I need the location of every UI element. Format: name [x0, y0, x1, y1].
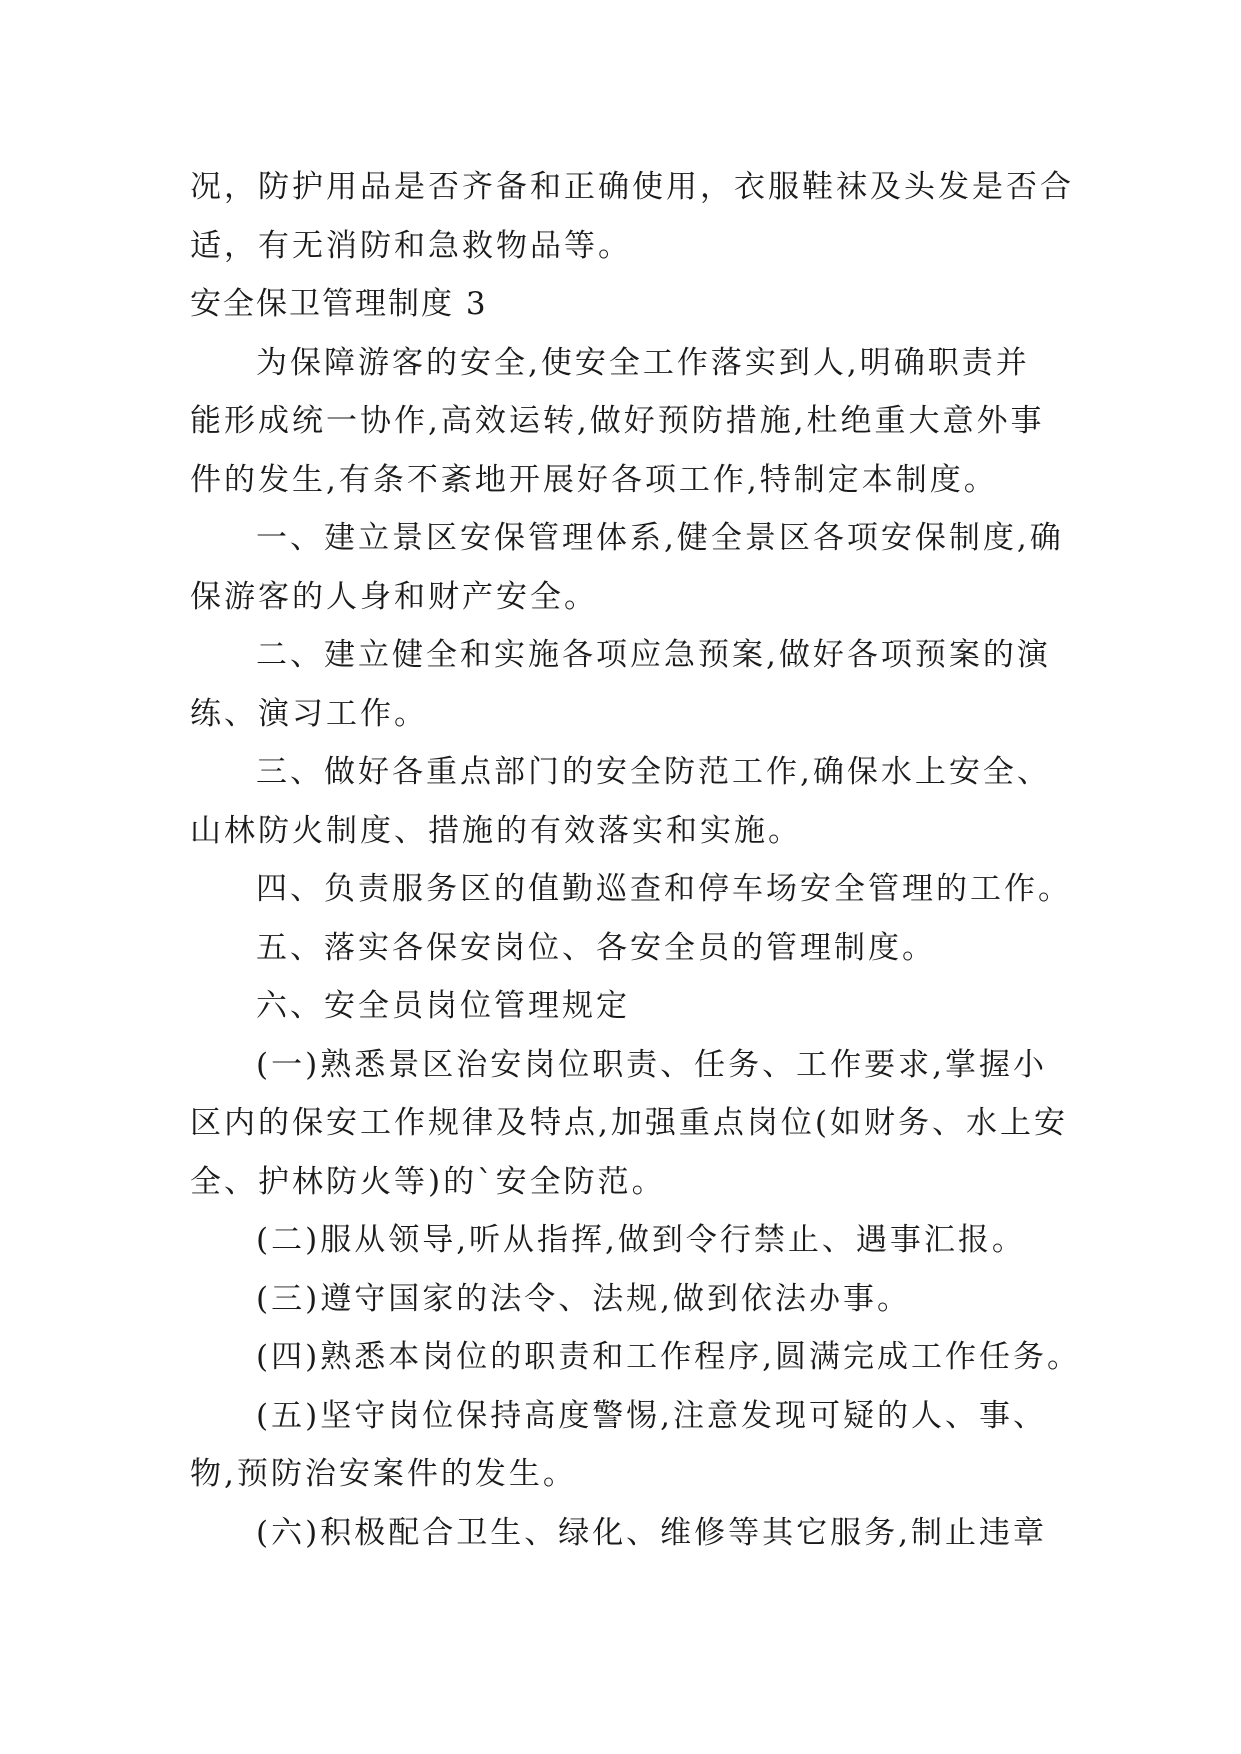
paragraph-first-line: 五、落实各保安岗位、各安全员的管理制度。	[256, 929, 936, 966]
paragraph-first-line: (五)坚守岗位保持高度警惕,注意发现可疑的人、事、	[256, 1397, 1048, 1434]
text-line: 保游客的人身和财产安全。	[190, 578, 598, 615]
paragraph-first-line: (三)遵守国家的法令、法规,做到依法办事。	[256, 1280, 912, 1317]
paragraph-first-line: (四)熟悉本岗位的职责和工作程序,圆满完成工作任务。	[256, 1339, 1082, 1375]
text-line: 适，有无消防和急救物品等。	[190, 227, 632, 264]
paragraph-first-line: (一)熟悉景区治安岗位职责、任务、工作要求,掌握小	[256, 1046, 1048, 1083]
paragraph-first-line: (二)服从领导,听从指挥,做到令行禁止、遇事汇报。	[256, 1222, 1026, 1258]
text-line: 物,预防治安案件的发生。	[190, 1456, 577, 1492]
document-body	[190, 158, 1082, 1562]
text-line: 练、演习工作。	[190, 695, 428, 732]
text-line: 山林防火制度、措施的有效落实和实施。	[190, 812, 802, 849]
text-line: 区内的保安工作规律及特点,加强重点岗位(如财务、水上安	[190, 1105, 1068, 1141]
section-heading: 安全保卫管理制度 3	[190, 286, 488, 322]
paragraph-first-line: 四、负责服务区的值勤巡查和停车场安全管理的工作。	[256, 871, 1072, 907]
text-line: 况，防护用品是否齐备和正确使用，衣服鞋袜及头发是否合	[190, 169, 1074, 205]
paragraph-first-line: 六、安全员岗位管理规定	[256, 988, 630, 1024]
text-line: 全、护林防火等)的`安全防范。	[190, 1163, 666, 1200]
paragraph-first-line: (六)积极配合卫生、绿化、维修等其它服务,制止违章	[256, 1514, 1048, 1551]
paragraph-first-line: 二、建立健全和实施各项应急预案,做好各项预案的演	[256, 637, 1051, 673]
text-line: 件的发生,有条不紊地开展好各项工作,特制定本制度。	[190, 461, 998, 498]
paragraph-first-line: 三、做好各重点部门的安全防范工作,确保水上安全、	[256, 754, 1051, 790]
text-line: 能形成统一协作,高效运转,做好预防措施,杜绝重大意外事	[190, 403, 1045, 439]
paragraph-first-line: 为保障游客的安全,使安全工作落实到人,明确职责并	[256, 344, 1030, 381]
paragraph-first-line: 一、建立景区安保管理体系,健全景区各项安保制度,确	[256, 520, 1064, 556]
